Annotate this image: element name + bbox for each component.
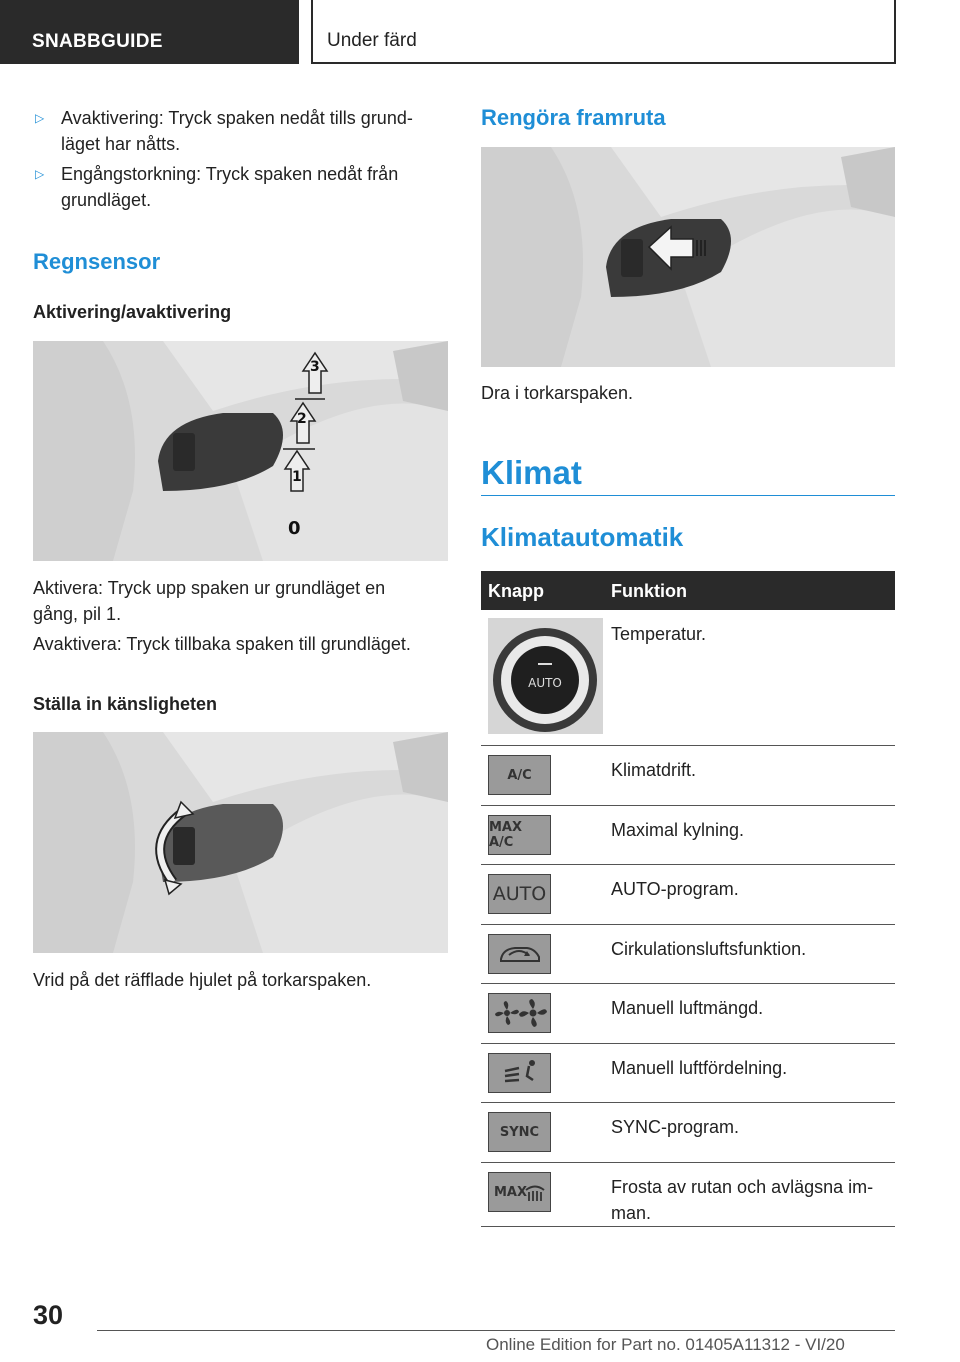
- climate-controls-table: [481, 571, 895, 1227]
- section-title: SNABBGUIDE: [32, 31, 163, 52]
- auto-button-icon: [488, 874, 551, 914]
- function-label: Klimatdrift.: [611, 760, 697, 780]
- table-row: [481, 865, 895, 925]
- arrow-label-0: 0: [288, 518, 301, 539]
- table-row: [481, 1044, 895, 1103]
- header-button: Knapp: [488, 581, 544, 601]
- bullet-triangle-icon: ▷: [35, 167, 45, 181]
- wiper-wheel-illustration: [33, 732, 448, 953]
- function-label-line-2: man.: [611, 1203, 652, 1223]
- max-defrost-button-icon: [488, 1172, 551, 1212]
- wiper-pull-illustration: [481, 147, 895, 367]
- section-tab: [0, 0, 299, 64]
- wiper-stalk-activation-illustration: [33, 341, 448, 561]
- ac-button-icon: [488, 755, 551, 795]
- button-caption: A/C: [507, 767, 532, 783]
- function-label-line-1: Frosta av rutan och avlägsna im-: [611, 1177, 874, 1197]
- knob-icon: [488, 618, 603, 734]
- table-row: [481, 806, 895, 865]
- footer-rule: [97, 1330, 895, 1331]
- activation-paragraph: [33, 575, 448, 627]
- temperature-knob-image: [488, 618, 603, 734]
- subheading-activation: Aktivering/avaktivering: [33, 302, 232, 322]
- climate-rule: [481, 495, 895, 496]
- arrow-label-2: 2: [297, 411, 307, 427]
- button-caption: MAX A/C: [489, 820, 523, 850]
- table-row: [481, 746, 895, 806]
- recirculation-icon: [488, 934, 551, 974]
- function-label: Temperatur.: [611, 624, 707, 644]
- activation-line-1: Aktivera: Tryck upp spaken ur grundläget en: [33, 578, 386, 598]
- chapter-tab: [311, 0, 896, 64]
- wiper-stalk-activation-image: [33, 341, 448, 561]
- bullet-text: läget har nåtts.: [61, 134, 181, 154]
- heading-windscreen: Rengöra framruta: [481, 105, 666, 130]
- table-row: [481, 1103, 895, 1163]
- function-label: [611, 1174, 891, 1226]
- table-row: [481, 1163, 895, 1227]
- defrost-icon: [524, 1182, 546, 1202]
- header-function: Funktion: [611, 581, 687, 601]
- max-ac-button-icon: [488, 815, 551, 855]
- function-label: SYNC-program.: [611, 1117, 740, 1137]
- arrow-label-3: 3: [310, 359, 320, 375]
- table-header: [481, 571, 895, 610]
- wiper-wheel-image: [33, 732, 448, 953]
- bullet-text: Avaktivering: Tryck spaken nedåt tills grund-: [61, 108, 413, 128]
- bullet-text: Engångstorkning: Tryck spaken nedåt från: [61, 164, 399, 184]
- page-number: 30: [33, 1300, 64, 1330]
- button-caption: SYNC: [499, 1124, 540, 1140]
- air-distribution-icon: [488, 1053, 551, 1093]
- button-caption: AUTO: [492, 883, 547, 905]
- table-row: [481, 610, 895, 746]
- edition-text: Online Edition for Part no. 01405A11312 - VI/20: [486, 1335, 845, 1354]
- windscreen-paragraph: Dra i torkarspaken.: [481, 383, 634, 403]
- sync-button-icon: [488, 1112, 551, 1152]
- arrow-label-1: 1: [292, 469, 302, 485]
- chapter-title: Under färd: [327, 30, 417, 51]
- function-label: Manuell luftfördelning.: [611, 1058, 788, 1078]
- bullet-triangle-icon: ▷: [35, 111, 45, 125]
- wiper-pull-image: [481, 147, 895, 367]
- sensitivity-paragraph: Vrid på det räfflade hjulet på torkarspaken.: [33, 970, 372, 990]
- heading-auto-climate: Klimatautomatik: [481, 522, 684, 552]
- heading-rain-sensor: Regnsensor: [33, 249, 161, 274]
- knob-label: AUTO: [528, 676, 562, 690]
- table-row: [481, 984, 895, 1044]
- function-label: Maximal kylning.: [611, 820, 745, 840]
- bullet-deactivation: [33, 105, 448, 157]
- fan-icon: [488, 993, 551, 1033]
- activation-line-2: gång, pil 1.: [33, 604, 122, 624]
- table-row: [481, 925, 895, 984]
- button-caption: MAX: [494, 1184, 528, 1200]
- subheading-sensitivity: Ställa in känsligheten: [33, 694, 218, 714]
- bullet-single-wipe: [33, 161, 448, 213]
- function-label: Manuell luftmängd.: [611, 998, 764, 1018]
- function-label: Cirkulationsluftsfunktion.: [611, 939, 807, 959]
- function-label: AUTO-program.: [611, 879, 739, 899]
- deactivation-paragraph: Avaktivera: Tryck tillbaka spaken till grundläget.: [33, 634, 411, 654]
- bullet-text: grundläget.: [61, 190, 152, 210]
- heading-climate: Klimat: [481, 454, 582, 491]
